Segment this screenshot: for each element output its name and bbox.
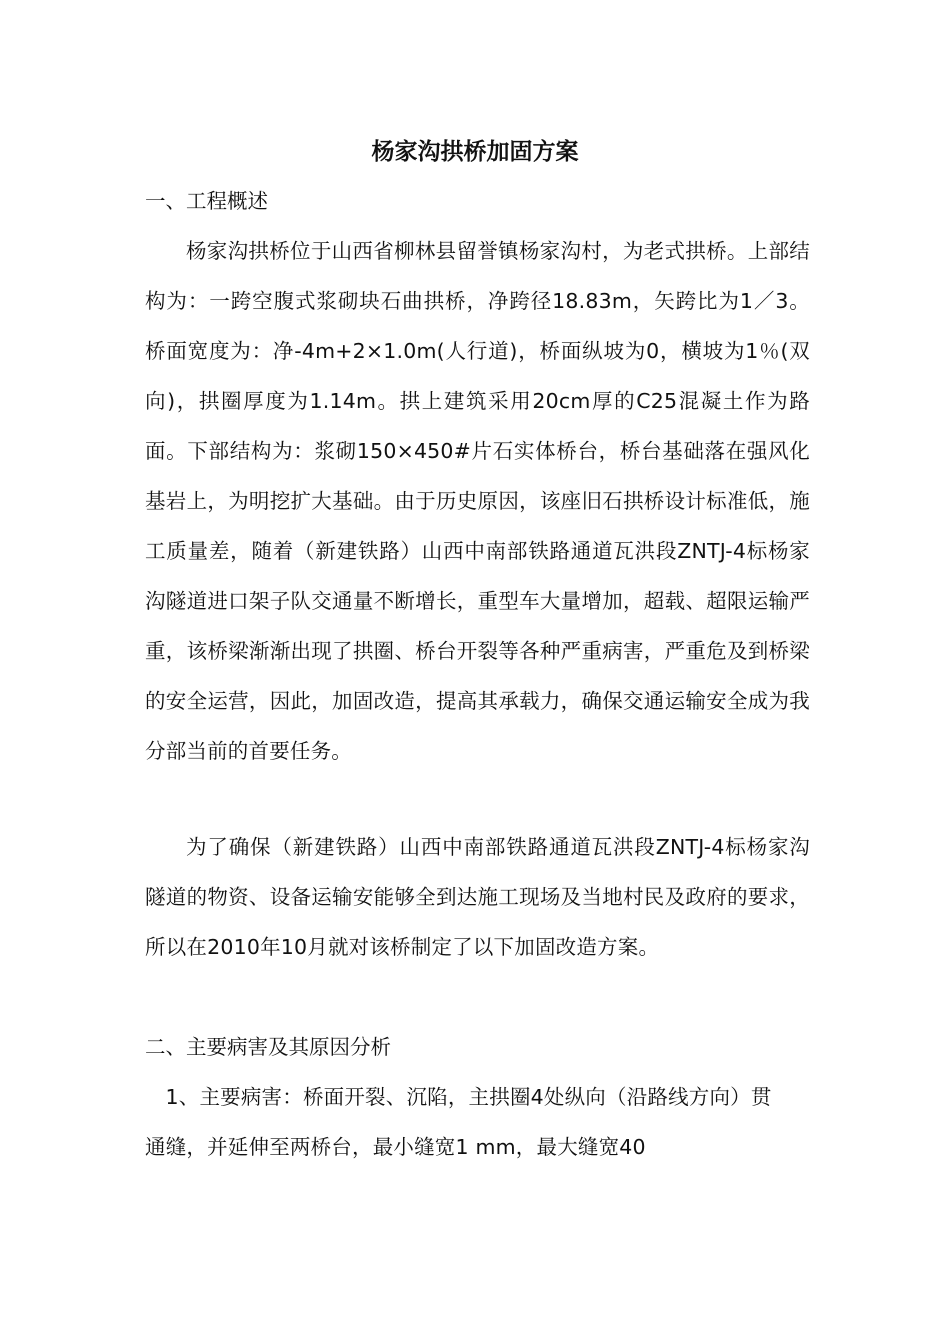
paragraph-overview: 杨家沟拱桥位于山西省柳林县留誉镇杨家沟村，为老式拱桥。上部结构为：一跨空腹式浆砌块石曲拱桥，净跨径18.83m，矢跨比为1／3。桥面宽度为：净-4m+2×1.0m(人行道)，桥面纵坡为0，横坡为1％(双向)，拱圈厚度为1.14m。拱上建筑采用20cm厚的C25混凝土作为路面。下部结构为：浆砌150×450#片石实体桥台，桥台基础落在强风化基岩上，为明挖扩大基础。由于历史原因，该座旧石拱桥设计标准低，施工质量差，随着（新建铁路）山西中南部铁路通道瓦洪段ZNTJ-4标杨家沟隧道进口架子队交通量不断增长，重型车大量增加，超载、超限运输严重，该桥梁渐渐出现了拱圈、桥台开裂等各种严重病害，严重危及到桥梁的安全运营，因此，加固改造，提高其承载力，确保交通运输安全成为我分部当前的首要任务。: [145, 239, 810, 763]
section-heading-damage: 二、主要病害及其原因分析: [145, 1035, 391, 1059]
page-title: 杨家沟拱桥加固方案: [371, 138, 579, 165]
paragraph-purpose: 为了确保（新建铁路）山西中南部铁路通道瓦洪段ZNTJ-4标杨家沟隧道的物资、设备运输安能够全到达施工现场及当地村民及政府的要求，所以在2010年10月就对该桥制定了以下加固改造方案。: [145, 835, 810, 959]
section-heading-overview: 一、工程概述: [145, 189, 268, 213]
list-item-main-damage: 1、主要病害：桥面开裂、沉陷，主拱圈4处纵向（沿路线方向）贯通缝，并延伸至两桥台，最小缝宽1 mm，最大缝宽40: [145, 1085, 772, 1159]
